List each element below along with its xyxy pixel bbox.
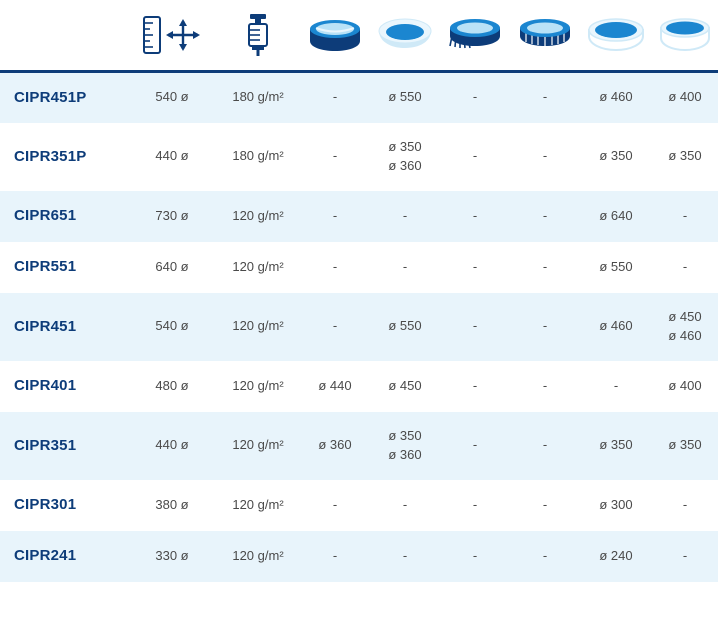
pool-round-light-icon — [370, 5, 440, 65]
header-row — [0, 0, 718, 72]
header-diameter — [128, 0, 216, 72]
pool-round-wall-value: ø 350 — [580, 123, 652, 191]
table-row — [0, 123, 718, 191]
pool-round-blue-value: - — [652, 531, 718, 582]
pool-frame-dark-value: - — [300, 123, 370, 191]
pool-oval-striped-value: - — [510, 480, 580, 531]
diameter-value: 640 ø — [128, 242, 216, 293]
table-header — [0, 0, 718, 72]
pool-frame-dark-value: - — [300, 531, 370, 582]
pool-round-blue-value: ø 400 — [652, 72, 718, 123]
pool-round-blue-value: - — [652, 242, 718, 293]
table-row — [0, 531, 718, 582]
pool-round-blue-value: ø 450 ø 460 — [652, 293, 718, 361]
table-body — [0, 72, 718, 582]
pool-round-wall-icon — [580, 5, 652, 65]
pool-oval-grass-value: - — [440, 480, 510, 531]
pool-oval-grass-value: - — [440, 191, 510, 242]
weight-value: 120 g/m² — [216, 293, 300, 361]
weight-value: 120 g/m² — [216, 412, 300, 480]
pool-frame-dark-value: - — [300, 293, 370, 361]
table-row — [0, 293, 718, 361]
model-name: CIPR351P — [0, 123, 128, 191]
pool-round-wall-value: - — [580, 361, 652, 412]
pool-round-wall-value: ø 240 — [580, 531, 652, 582]
diameter-value: 480 ø — [128, 361, 216, 412]
pool-frame-dark-value: - — [300, 72, 370, 123]
header-pool-round-wall — [580, 0, 652, 72]
header-weight — [216, 0, 300, 72]
pool-oval-grass-value: - — [440, 72, 510, 123]
pool-round-wall-value: ø 300 — [580, 480, 652, 531]
pool-round-blue-value: ø 400 — [652, 361, 718, 412]
pool-oval-striped-value: - — [510, 72, 580, 123]
pool-round-blue-value: ø 350 — [652, 123, 718, 191]
table-row — [0, 361, 718, 412]
header-pool-frame-dark — [300, 0, 370, 72]
table-row — [0, 412, 718, 480]
diameter-value: 440 ø — [128, 123, 216, 191]
pool-oval-grass-icon — [440, 5, 510, 65]
pool-frame-dark-value: ø 360 — [300, 412, 370, 480]
table-row — [0, 191, 718, 242]
pool-oval-striped-value: - — [510, 242, 580, 293]
pool-round-light-value: - — [370, 480, 440, 531]
pool-frame-dark-value: - — [300, 191, 370, 242]
diameter-value: 380 ø — [128, 480, 216, 531]
pool-round-blue-icon — [652, 5, 718, 65]
header-pool-round-light — [370, 0, 440, 72]
pool-frame-dark-icon — [300, 5, 370, 65]
weight-value: 180 g/m² — [216, 123, 300, 191]
weight-value: 120 g/m² — [216, 480, 300, 531]
pool-round-light-value: ø 350 ø 360 — [370, 123, 440, 191]
pool-oval-grass-value: - — [440, 361, 510, 412]
pool-round-light-value: ø 550 — [370, 72, 440, 123]
diameter-value: 330 ø — [128, 531, 216, 582]
pool-oval-striped-value: - — [510, 293, 580, 361]
pool-frame-dark-value: - — [300, 242, 370, 293]
syringe-thickness-icon — [216, 5, 300, 65]
model-name: CIPR241 — [0, 531, 128, 582]
pool-round-light-value: - — [370, 191, 440, 242]
model-name: CIPR351 — [0, 412, 128, 480]
diameter-value: 730 ø — [128, 191, 216, 242]
model-name: CIPR651 — [0, 191, 128, 242]
pool-oval-grass-value: - — [440, 242, 510, 293]
pool-oval-striped-value: - — [510, 191, 580, 242]
diameter-value: 540 ø — [128, 72, 216, 123]
table-row — [0, 480, 718, 531]
model-name: CIPR451 — [0, 293, 128, 361]
pool-oval-grass-value: - — [440, 531, 510, 582]
header-model — [0, 0, 128, 72]
pool-oval-striped-value: - — [510, 361, 580, 412]
pool-oval-striped-icon — [510, 5, 580, 65]
ruler-arrows-icon — [128, 5, 216, 65]
header-pool-oval-striped — [510, 0, 580, 72]
pool-round-blue-value: - — [652, 480, 718, 531]
pool-round-light-value: - — [370, 531, 440, 582]
pool-oval-grass-value: - — [440, 293, 510, 361]
pool-round-wall-value: ø 460 — [580, 72, 652, 123]
table-row — [0, 72, 718, 123]
header-pool-oval-grass — [440, 0, 510, 72]
model-name: CIPR301 — [0, 480, 128, 531]
weight-value: 120 g/m² — [216, 361, 300, 412]
pool-round-wall-value: ø 460 — [580, 293, 652, 361]
pool-oval-striped-value: - — [510, 123, 580, 191]
pool-round-blue-value: ø 350 — [652, 412, 718, 480]
table-row — [0, 242, 718, 293]
pool-oval-striped-value: - — [510, 531, 580, 582]
pool-oval-grass-value: - — [440, 123, 510, 191]
pool-round-light-value: ø 550 — [370, 293, 440, 361]
pool-round-wall-value: ø 350 — [580, 412, 652, 480]
weight-value: 120 g/m² — [216, 531, 300, 582]
pool-frame-dark-value: ø 440 — [300, 361, 370, 412]
pool-frame-dark-value: - — [300, 480, 370, 531]
pool-round-wall-value: ø 550 — [580, 242, 652, 293]
model-name: CIPR551 — [0, 242, 128, 293]
header-pool-round-blue — [652, 0, 718, 72]
diameter-value: 440 ø — [128, 412, 216, 480]
model-name: CIPR401 — [0, 361, 128, 412]
weight-value: 180 g/m² — [216, 72, 300, 123]
weight-value: 120 g/m² — [216, 191, 300, 242]
pool-round-light-value: ø 350 ø 360 — [370, 412, 440, 480]
pool-oval-striped-value: - — [510, 412, 580, 480]
weight-value: 120 g/m² — [216, 242, 300, 293]
pool-round-light-value: - — [370, 242, 440, 293]
pool-round-wall-value: ø 640 — [580, 191, 652, 242]
pool-round-light-value: ø 450 — [370, 361, 440, 412]
pool-round-blue-value: - — [652, 191, 718, 242]
model-name: CIPR451P — [0, 72, 128, 123]
pool-oval-grass-value: - — [440, 412, 510, 480]
diameter-value: 540 ø — [128, 293, 216, 361]
